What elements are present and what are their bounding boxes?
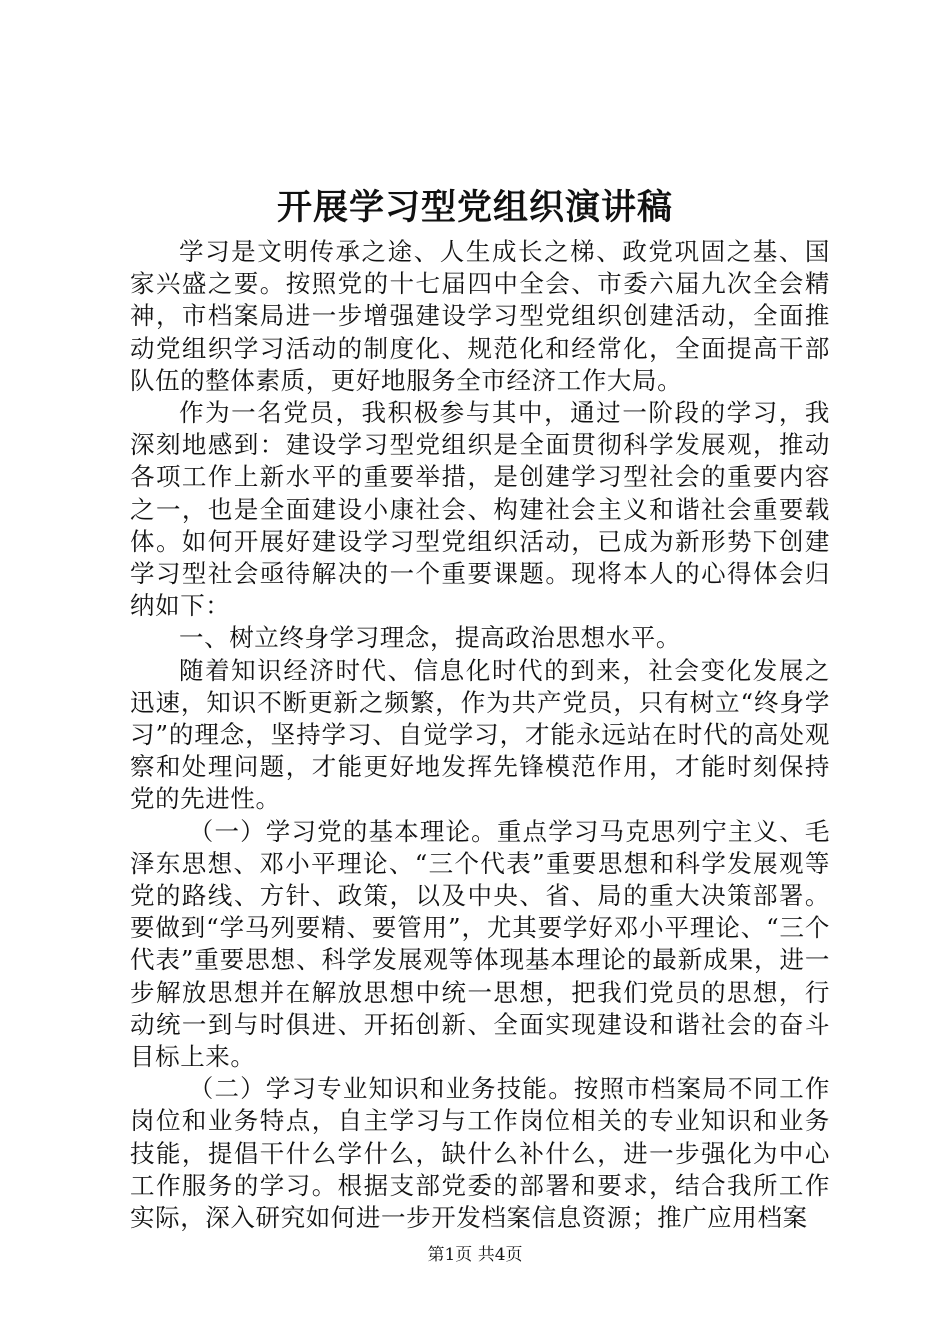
paragraph-subsection-1: （一）学习党的基本理论。重点学习马克思列宁主义、毛泽东思想、邓小平理论、“三个代表”重要思想和科学发展观等党的路线、方针、政策，以及中央、省、局的重大决策部署。要做到“学马列要精、要管用”，尤其要学好邓小平理论、“三个代表”重要思想、科学发展观等体现基本理论的最新成果，进一步解放思想并在解放思想中统一思想，把我们党员的思想，行动统一到与时俱进、开拓创新、全面实现建设和谐社会的奋斗目标上来。 [130,816,830,1072]
paragraph-reflection: 作为一名党员，我积极参与其中，通过一阶段的学习，我深刻地感到：建设学习型党组织是全面贯彻科学发展观，推动各项工作上新水平的重要举措，是创建学习型社会的重要内容之一，也是全面建设小康社会、构建社会主义和谐社会重要载体。如何开展好建设学习型党组织活动，已成为新形势下创建学习型社会亟待解决的一个重要课题。现将本人的心得体会归纳如下： [130,398,830,621]
paragraph-intro: 学习是文明传承之途、人生成长之梯、政党巩固之基、国家兴盛之要。按照党的十七届四中全会、市委六届九次全会精神，市档案局进一步增强建设学习型党组织创建活动，全面推动党组织学习活动的制度化、规范化和经常化，全面提高干部队伍的整体素质，更好地服务全市经济工作大局。 [130,237,830,395]
document-body [130,236,830,1234]
document-title: 开展学习型党组织演讲稿 [276,187,673,228]
paragraph-section-1: 随着知识经济时代、信息化时代的到来，社会变化发展之迅速，知识不断更新之频繁，作为共产党员，只有树立“终身学习”的理念，坚持学习、自觉学习，才能永远站在时代的高处观察和处理问题，才能更好地发挥先锋模范作用，才能时刻保持党的先进性。 [130,655,830,814]
page-footer: 第1页 共4页 [427,1245,523,1265]
paragraph-subsection-2: （二）学习专业知识和业务技能。按照市档案局不同工作岗位和业务特点，自主学习与工作岗位相关的专业知识和业务技能，提倡干什么学什么，缺什么补什么，进一步强化为中心工作服务的学习。根据支部党委的部署和要求，结合我所工作实际，深入研究如何进一步开发档案信息资源；推广应用档案 [130,1074,830,1233]
section-heading-1: 一、树立终身学习理念，提高政治思想水平。 [179,623,681,653]
